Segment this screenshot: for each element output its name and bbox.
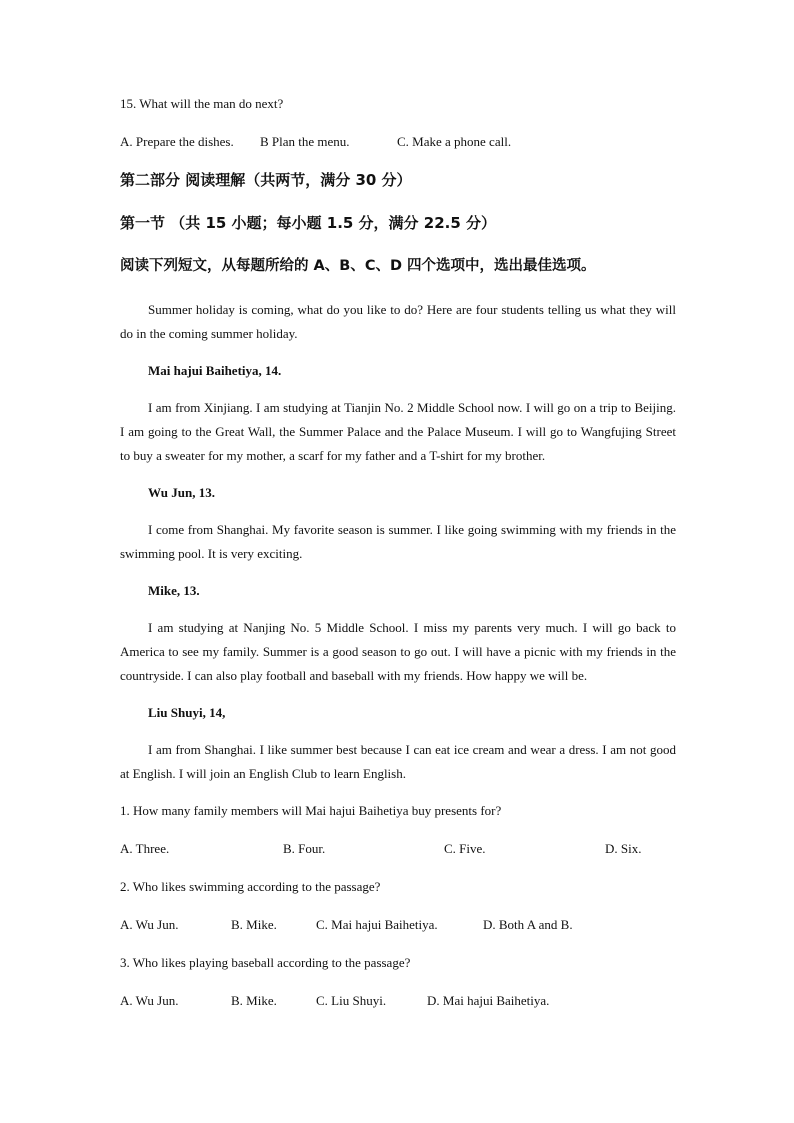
option-c: C. Make a phone call. [397,134,512,149]
option-d: D. Six. [605,841,642,856]
question-2-options [120,913,676,937]
intro-paragraph: Summer holiday is coming, what do you like to do? Here are four students telling us what they will do in the coming summer holiday. [120,302,676,341]
option-d: D. Mai hajui Baihetiya. [427,993,550,1008]
option-a: A. Wu Jun. [120,993,179,1008]
student-paragraph: I am from Xinjiang. I am studying at Tianjin No. 2 Middle School now. I will go on a trip to Beijing. I am going to the Great Wall, the Summer Palace and the Palace Museum. I will go to Wangfujing Street to buy a sweater for my mother, a scarf for my father and a T-shirt for my brother. [120,400,676,463]
question-15-options [120,130,676,154]
student-paragraph: I come from Shanghai. My favorite season is summer. I like going swimming with my friends in the swimming pool. It is very exciting. [120,522,676,561]
option-b: B. Mike. [231,917,277,932]
option-d: D. Both A and B. [483,917,573,932]
question-1: 1. How many family members will Mai hajui Baihetiya buy presents for? [120,803,502,818]
question-3: 3. Who likes playing baseball according to the passage? [120,955,411,970]
question-1-options [120,837,676,861]
student-paragraph: I am from Shanghai. I like summer best because I can eat ice cream and wear a dress. I am not good at English. I will join an English Club to learn English. [120,742,676,781]
instruction: 阅读下列短文，从每题所给的 A、B、C、D 四个选项中，选出最佳选项。 [120,258,596,274]
part2-heading: 第二部分 阅读理解（共两节，满分 30 分） [120,171,412,189]
student-paragraph: I am studying at Nanjing No. 5 Middle School. I miss my parents very much. I will go back to America to see my family. Summer is a good season to go out. I will have a picnic with my friends in the countryside. I can also play football and baseball with my friends. How happy we will be. [120,620,676,683]
option-c: C. Mai hajui Baihetiya. [316,917,438,932]
option-c: C. Five. [444,841,486,856]
question-15: 15. What will the man do next? [120,96,284,111]
option-b: B Plan the menu. [260,134,350,149]
option-a: A. Three. [120,841,170,856]
section1-heading: 第一节 （共 15 小题；每小题 1.5 分，满分 22.5 分） [120,214,497,232]
question-3-options [120,989,676,1013]
question-2: 2. Who likes swimming according to the passage? [120,879,381,894]
option-b: B. Four. [283,841,326,856]
student-name: Mike, 13. [148,583,200,598]
student-name: Mai hajui Baihetiya, 14. [148,363,282,378]
exam-page [120,92,676,1027]
option-a: A. Wu Jun. [120,917,179,932]
option-c: C. Liu Shuyi. [316,993,387,1008]
student-name: Liu Shuyi, 14, [148,705,226,720]
student-name: Wu Jun, 13. [148,485,215,500]
option-a: A. Prepare the dishes. [120,134,234,149]
option-b: B. Mike. [231,993,277,1008]
